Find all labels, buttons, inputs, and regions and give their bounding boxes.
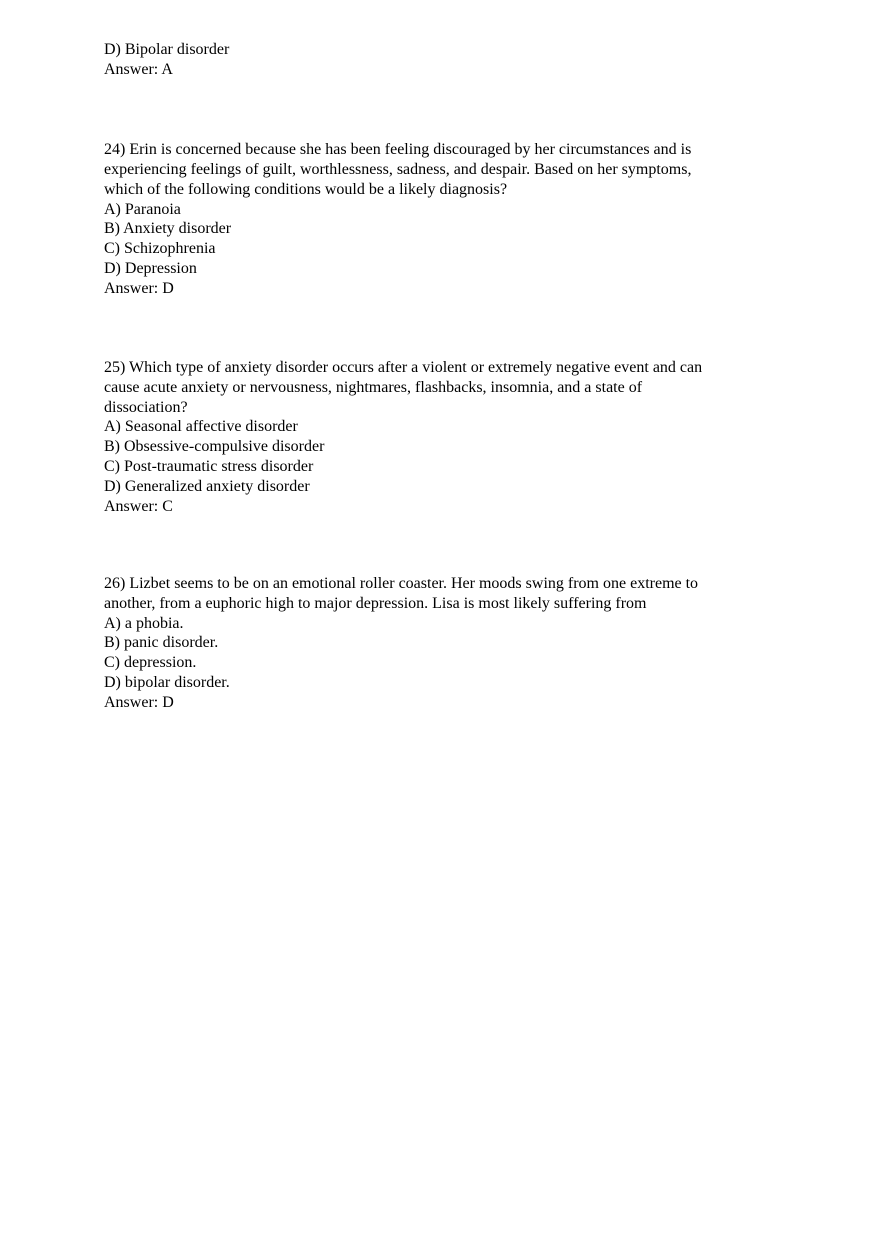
q25-stem-line: dissociation? [104, 399, 188, 416]
q26-stem-line: another, from a euphoric high to major depression. Lisa is most likely suffering from [104, 595, 647, 612]
q26-answer: Answer: D [104, 694, 174, 711]
q26-option-c: C) depression. [104, 654, 197, 671]
q26-option-b: B) panic disorder. [104, 634, 219, 651]
q26-option-d: D) bipolar disorder. [104, 674, 230, 691]
q26-stem-line: 26) Lizbet seems to be on an emotional roller coaster. Her moods swing from one extreme to [104, 575, 699, 592]
q25-answer: Answer: C [104, 498, 173, 515]
q25-option-d: D) Generalized anxiety disorder [104, 478, 310, 495]
q25-stem-line: cause acute anxiety or nervousness, nightmares, flashbacks, insomnia, and a state of [104, 379, 643, 396]
prev-question-answer: Answer: A [104, 61, 173, 78]
q26-option-a: A) a phobia. [104, 615, 184, 632]
q25-option-c: C) Post-traumatic stress disorder [104, 458, 314, 475]
q24-stem-line: experiencing feelings of guilt, worthlessness, sadness, and despair. Based on her symptoms, [104, 161, 692, 178]
q25-option-a: A) Seasonal affective disorder [104, 418, 298, 435]
q24-answer: Answer: D [104, 280, 174, 297]
prev-question-option-d: D) Bipolar disorder [104, 41, 230, 58]
q25-option-b: B) Obsessive-compulsive disorder [104, 438, 325, 455]
q24-option-d: D) Depression [104, 260, 197, 277]
q24-option-a: A) Paranoia [104, 201, 181, 218]
q24-stem-line: which of the following conditions would be a likely diagnosis? [104, 181, 508, 198]
q24-stem-line: 24) Erin is concerned because she has been feeling discouraged by her circumstances and is [104, 141, 692, 158]
q24-option-c: C) Schizophrenia [104, 240, 216, 257]
q24-option-b: B) Anxiety disorder [104, 220, 232, 237]
q25-stem-line: 25) Which type of anxiety disorder occurs after a violent or extremely negative event and can [104, 359, 703, 376]
